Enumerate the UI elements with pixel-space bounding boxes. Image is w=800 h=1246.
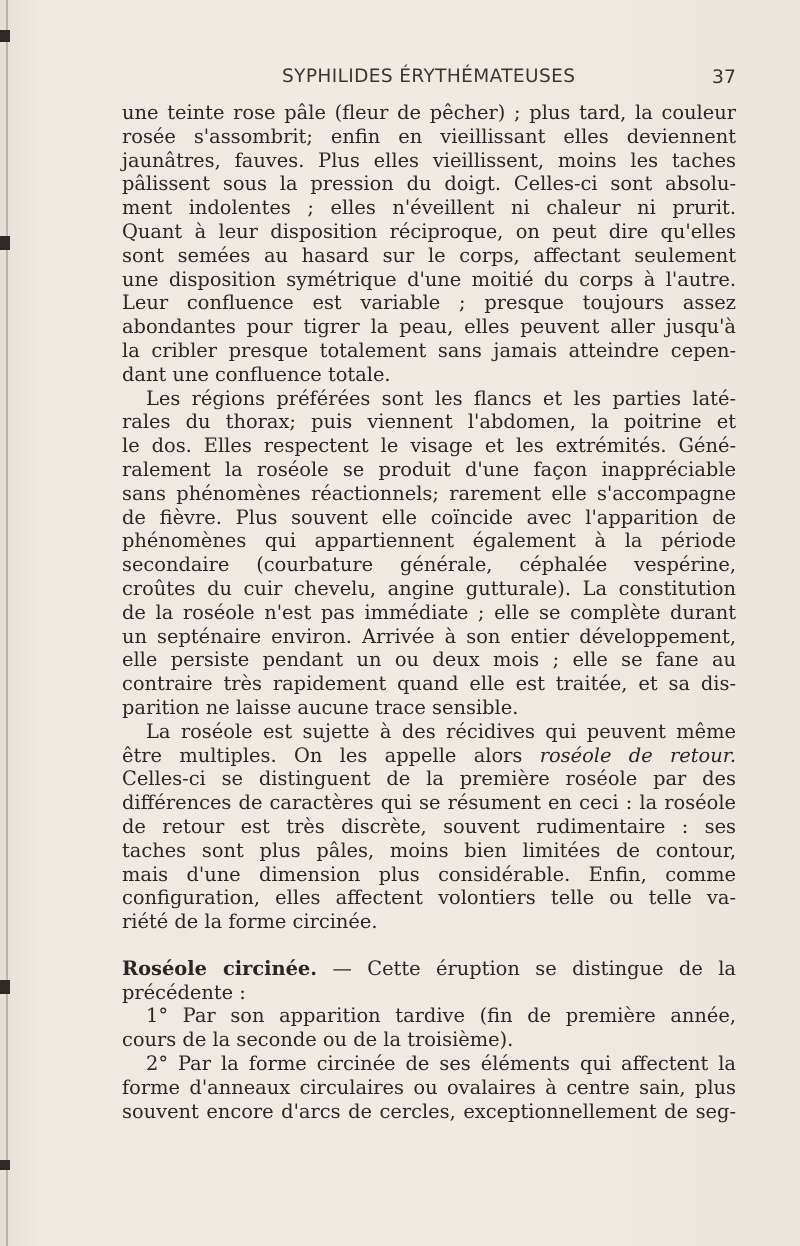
text-line: Leur confluence est variable ; presque toujours assez bbox=[122, 291, 736, 315]
text-line: phénomènes qui appartiennent également à la période bbox=[122, 529, 736, 553]
text-line: secondaire (courbature générale, céphalée vespérine, bbox=[122, 553, 736, 577]
text-line: forme d'anneaux circulaires ou ovalaires à centre sain, plus bbox=[122, 1075, 736, 1099]
text-line: parition ne laisse aucune trace sensible. bbox=[122, 695, 519, 719]
text-line: rosée s'assombrit; enfin en vieillissant elles deviennent bbox=[122, 124, 736, 148]
text-line: croûtes du cuir chevelu, angine gutturale). La constitution bbox=[122, 576, 736, 600]
text-line: de fièvre. Plus souvent elle coïncide avec l'apparition de bbox=[122, 505, 736, 529]
text-line: différences de caractères qui se résument en ceci : la roséole bbox=[122, 791, 736, 815]
text-line: Les régions préférées sont les flancs et les parties laté- bbox=[146, 386, 736, 410]
text-line: souvent encore d'arcs de cercles, exceptionnellement de seg- bbox=[122, 1099, 736, 1123]
text-line: précédente : bbox=[122, 980, 246, 1004]
text-line: une teinte rose pâle (fleur de pêcher) ; plus tard, la couleur bbox=[122, 101, 736, 124]
emphasized-term: roséole de retour. bbox=[539, 743, 736, 767]
text-line: La roséole est sujette à des récidives qui peuvent même bbox=[146, 719, 736, 743]
text-line bbox=[122, 957, 736, 981]
page-header bbox=[0, 66, 800, 94]
text-line: de retour est très discrète, souvent rudimentaire : ses bbox=[122, 814, 736, 838]
binding-mark-bottom bbox=[0, 1160, 10, 1170]
text-line: sans phénomènes réactionnels; rarement elle s'accompagne bbox=[122, 481, 736, 505]
binding-mark-upper bbox=[0, 236, 10, 250]
section-gap bbox=[122, 934, 736, 957]
binding-mark-top bbox=[0, 30, 10, 42]
text-line: 1° Par son apparition tardive (fin de première année, bbox=[146, 1004, 736, 1028]
text-line: la cribler presque totalement sans jamais atteindre cepen- bbox=[122, 338, 736, 362]
text-line: pâlissent sous la pression du doigt. Celles-ci sont absolu- bbox=[122, 172, 736, 196]
text-line: ralement la roséole se produit d'une façon inappréciable bbox=[122, 457, 736, 481]
text-line bbox=[122, 744, 736, 768]
running-title: SYPHILIDES ÉRYTHÉMATEUSES bbox=[282, 66, 576, 87]
text-run: être multiples. On les appelle alors bbox=[122, 743, 540, 767]
text-line: 2° Par la forme circinée de ses éléments qui affectent la bbox=[146, 1052, 736, 1076]
text-line: Celles-ci se distinguent de la première roséole par des bbox=[122, 767, 736, 791]
text-line: Quant à leur disposition réciproque, on peut dire qu'elles bbox=[122, 219, 736, 243]
binding-mark-lower bbox=[0, 980, 10, 994]
text-line: mais d'une dimension plus considérable. Enfin, comme bbox=[122, 862, 736, 886]
text-line: cours de la seconde ou de la troisième). bbox=[122, 1028, 514, 1052]
text-run: — Cette éruption se distingue de la bbox=[317, 956, 736, 980]
text-line: contraire très rapidement quand elle est traitée, et sa dis- bbox=[122, 672, 736, 696]
text-line: le dos. Elles respectent le visage et les extrémités. Géné- bbox=[122, 434, 736, 458]
page-number: 37 bbox=[711, 66, 736, 88]
binding-edge bbox=[6, 0, 8, 1246]
text-line: un septénaire environ. Arrivée à son entier développement, bbox=[122, 624, 736, 648]
text-line: taches sont plus pâles, moins bien limitées de contour, bbox=[122, 838, 736, 862]
text-line: de la roséole n'est pas immédiate ; elle se complète durant bbox=[122, 600, 736, 624]
text-line: riété de la forme circinée. bbox=[122, 910, 378, 934]
text-line: une disposition symétrique d'une moitié du corps à l'autre. bbox=[122, 267, 736, 291]
text-line: ment indolentes ; elles n'éveillent ni chaleur ni prurit. bbox=[122, 196, 736, 220]
text-line: dant une confluence totale. bbox=[122, 362, 391, 386]
text-line: jaunâtres, fauves. Plus elles vieillissent, moins les taches bbox=[122, 148, 736, 172]
text-line: sont semées au hasard sur le corps, affectant seulement bbox=[122, 243, 736, 267]
text-line: rales du thorax; puis viennent l'abdomen, la poitrine et bbox=[122, 410, 736, 434]
text-line: abondantes pour tigrer la peau, elles peuvent aller jusqu'à bbox=[122, 315, 736, 339]
section-heading: Roséole circinée. bbox=[122, 956, 318, 980]
text-line: elle persiste pendant un ou deux mois ; elle se fane au bbox=[122, 648, 736, 672]
text-line: configuration, elles affectent volontiers telle ou telle va- bbox=[122, 886, 736, 910]
body-text bbox=[122, 101, 736, 1123]
